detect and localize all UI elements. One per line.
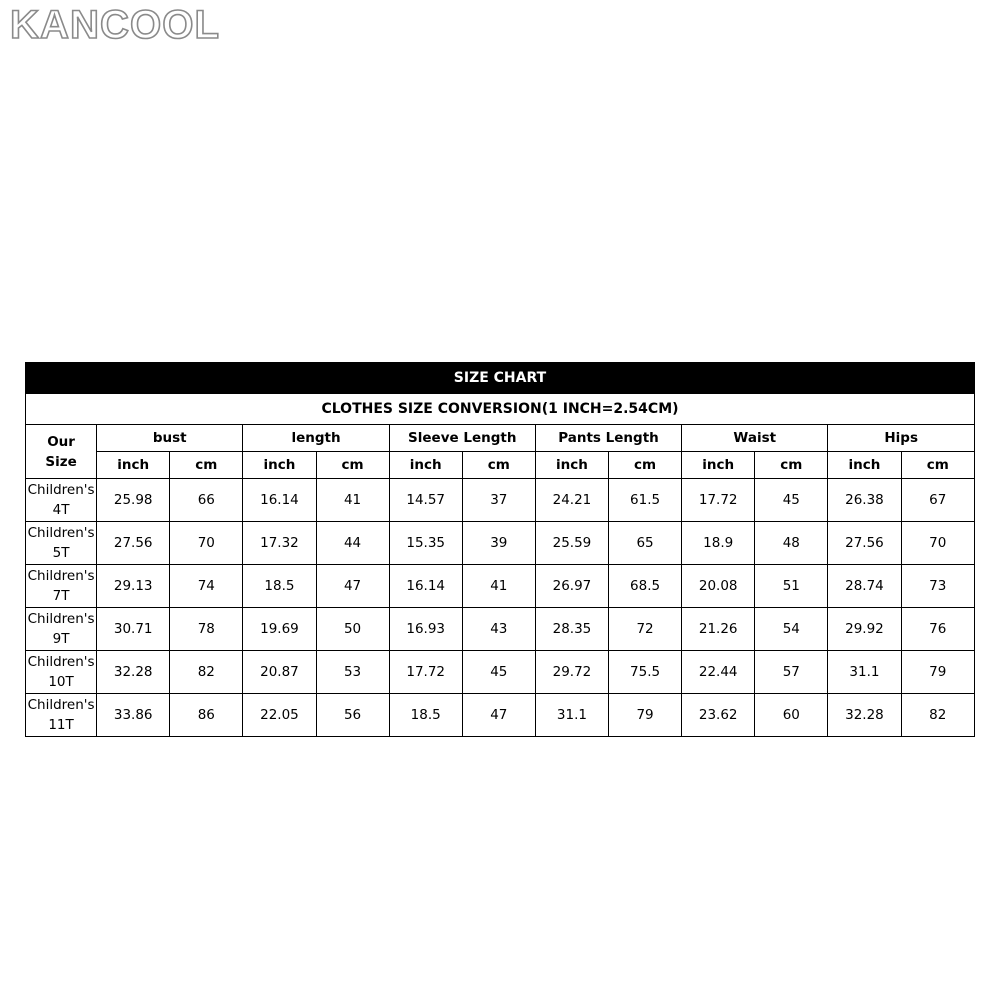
value-cell: 53 xyxy=(316,651,389,694)
size-chart-body xyxy=(26,479,975,737)
group-header-sleeve-length: Sleeve Length xyxy=(389,425,535,452)
value-cell: 21.26 xyxy=(682,608,755,651)
unit-header-cm: cm xyxy=(316,452,389,479)
value-cell: 18.5 xyxy=(389,694,462,737)
unit-header-inch: inch xyxy=(97,452,170,479)
group-header-bust: bust xyxy=(97,425,243,452)
value-cell: 28.35 xyxy=(535,608,608,651)
table-row xyxy=(26,522,975,565)
unit-header-cm: cm xyxy=(755,452,828,479)
value-cell: 23.62 xyxy=(682,694,755,737)
size-label-line: 11T xyxy=(48,717,74,733)
size-cell xyxy=(26,565,97,608)
value-cell: 31.1 xyxy=(535,694,608,737)
group-header-length: length xyxy=(243,425,389,452)
size-label-line: Children's xyxy=(27,525,95,541)
size-label-line: Children's xyxy=(27,654,95,670)
value-cell: 25.98 xyxy=(97,479,170,522)
value-cell: 70 xyxy=(901,522,975,565)
size-label-line: 7T xyxy=(52,588,70,604)
conversion-note: CLOTHES SIZE CONVERSION(1 INCH=2.54CM) xyxy=(26,394,975,425)
value-cell: 16.14 xyxy=(389,565,462,608)
size-label-line: 4T xyxy=(52,502,70,518)
table-row xyxy=(26,479,975,522)
size-cell xyxy=(26,522,97,565)
value-cell: 82 xyxy=(170,651,243,694)
value-cell: 18.5 xyxy=(243,565,316,608)
our-size-header xyxy=(26,425,97,479)
group-header-hips: Hips xyxy=(828,425,975,452)
unit-header-inch: inch xyxy=(828,452,901,479)
size-cell xyxy=(26,608,97,651)
size-label-line: Children's xyxy=(27,611,95,627)
value-cell: 32.28 xyxy=(828,694,901,737)
value-cell: 75.5 xyxy=(609,651,682,694)
group-header-waist: Waist xyxy=(682,425,828,452)
value-cell: 20.87 xyxy=(243,651,316,694)
value-cell: 72 xyxy=(609,608,682,651)
value-cell: 60 xyxy=(755,694,828,737)
value-cell: 67 xyxy=(901,479,975,522)
value-cell: 19.69 xyxy=(243,608,316,651)
size-cell xyxy=(26,694,97,737)
table-row xyxy=(26,608,975,651)
value-cell: 47 xyxy=(316,565,389,608)
size-label-line: Children's xyxy=(27,568,95,584)
unit-header-inch: inch xyxy=(243,452,316,479)
value-cell: 31.1 xyxy=(828,651,901,694)
value-cell: 45 xyxy=(462,651,535,694)
our-size-header-line2: Size xyxy=(45,453,77,470)
value-cell: 15.35 xyxy=(389,522,462,565)
value-cell: 79 xyxy=(609,694,682,737)
value-cell: 22.44 xyxy=(682,651,755,694)
value-cell: 24.21 xyxy=(535,479,608,522)
table-row xyxy=(26,694,975,737)
value-cell: 47 xyxy=(462,694,535,737)
unit-header-cm: cm xyxy=(170,452,243,479)
value-cell: 68.5 xyxy=(609,565,682,608)
value-cell: 61.5 xyxy=(609,479,682,522)
value-cell: 45 xyxy=(755,479,828,522)
value-cell: 44 xyxy=(316,522,389,565)
value-cell: 27.56 xyxy=(97,522,170,565)
value-cell: 32.28 xyxy=(97,651,170,694)
unit-header-cm: cm xyxy=(901,452,975,479)
value-cell: 41 xyxy=(462,565,535,608)
value-cell: 17.72 xyxy=(389,651,462,694)
value-cell: 56 xyxy=(316,694,389,737)
value-cell: 39 xyxy=(462,522,535,565)
value-cell: 29.72 xyxy=(535,651,608,694)
size-label-line: 10T xyxy=(48,674,74,690)
value-cell: 26.38 xyxy=(828,479,901,522)
size-label-line: Children's xyxy=(27,697,95,713)
value-cell: 43 xyxy=(462,608,535,651)
table-row xyxy=(26,565,975,608)
value-cell: 74 xyxy=(170,565,243,608)
value-cell: 16.14 xyxy=(243,479,316,522)
value-cell: 82 xyxy=(901,694,975,737)
value-cell: 25.59 xyxy=(535,522,608,565)
unit-header-inch: inch xyxy=(389,452,462,479)
size-label-line: 5T xyxy=(52,545,70,561)
value-cell: 33.86 xyxy=(97,694,170,737)
size-label-line: Children's xyxy=(27,482,95,498)
value-cell: 14.57 xyxy=(389,479,462,522)
value-cell: 17.32 xyxy=(243,522,316,565)
value-cell: 22.05 xyxy=(243,694,316,737)
value-cell: 48 xyxy=(755,522,828,565)
unit-header-cm: cm xyxy=(609,452,682,479)
value-cell: 50 xyxy=(316,608,389,651)
size-label-line: 9T xyxy=(52,631,70,647)
group-header-pants-length: Pants Length xyxy=(535,425,681,452)
our-size-header-line1: Our xyxy=(47,433,75,450)
value-cell: 29.13 xyxy=(97,565,170,608)
value-cell: 29.92 xyxy=(828,608,901,651)
value-cell: 28.74 xyxy=(828,565,901,608)
size-cell xyxy=(26,651,97,694)
value-cell: 41 xyxy=(316,479,389,522)
value-cell: 20.08 xyxy=(682,565,755,608)
value-cell: 30.71 xyxy=(97,608,170,651)
unit-header-inch: inch xyxy=(682,452,755,479)
value-cell: 79 xyxy=(901,651,975,694)
unit-header-cm: cm xyxy=(462,452,535,479)
value-cell: 78 xyxy=(170,608,243,651)
value-cell: 86 xyxy=(170,694,243,737)
brand-logo xyxy=(8,2,224,44)
value-cell: 51 xyxy=(755,565,828,608)
value-cell: 54 xyxy=(755,608,828,651)
value-cell: 73 xyxy=(901,565,975,608)
value-cell: 65 xyxy=(609,522,682,565)
table-row xyxy=(26,651,975,694)
logo-text: KANCOOL xyxy=(10,3,220,44)
value-cell: 16.93 xyxy=(389,608,462,651)
chart-title: SIZE CHART xyxy=(26,363,975,394)
size-chart-table xyxy=(25,362,975,737)
value-cell: 66 xyxy=(170,479,243,522)
value-cell: 70 xyxy=(170,522,243,565)
unit-header-inch: inch xyxy=(535,452,608,479)
value-cell: 57 xyxy=(755,651,828,694)
value-cell: 27.56 xyxy=(828,522,901,565)
value-cell: 17.72 xyxy=(682,479,755,522)
value-cell: 26.97 xyxy=(535,565,608,608)
value-cell: 37 xyxy=(462,479,535,522)
value-cell: 18.9 xyxy=(682,522,755,565)
value-cell: 76 xyxy=(901,608,975,651)
size-cell xyxy=(26,479,97,522)
